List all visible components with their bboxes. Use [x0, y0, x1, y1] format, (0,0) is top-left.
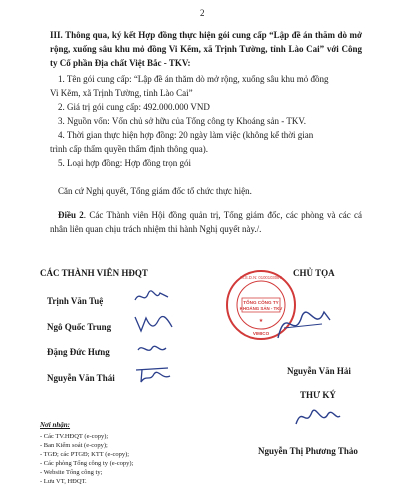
article-2 — [50, 208, 362, 236]
item-3: 3. Nguồn vốn: Vốn chủ sở hữu của Tổng công ty Khoáng sản - TKV. — [58, 116, 306, 126]
chair-title: CHỦ TỌA — [293, 268, 335, 278]
recipient-item: - Website Tổng công ty; — [40, 469, 103, 476]
svg-text:M.S.D.N: 0100103087: M.S.D.N: 0100103087 — [240, 275, 282, 280]
svg-text:TỔNG CÔNG TY: TỔNG CÔNG TY — [243, 300, 279, 305]
recipient-item: - Các TV.HĐQT (e-copy); — [40, 433, 109, 440]
signature-4 — [132, 364, 176, 386]
svg-text:KHOÁNG SẢN - TKV: KHOÁNG SẢN - TKV — [239, 306, 283, 311]
signature-3 — [134, 340, 170, 358]
member-name: Trịnh Văn Tuệ — [47, 296, 104, 306]
recipient-item: - TGĐ; các PTGĐ; KTT (e-copy); — [40, 451, 130, 458]
article-2-label: Điều 2 — [58, 210, 84, 220]
item-1-line-2: Vi Kẽm, xã Trịnh Tường, tỉnh Lào Cai” — [50, 88, 193, 98]
members-title: CÁC THÀNH VIÊN HĐQT — [40, 268, 148, 278]
member-name: Đặng Đức Hưng — [47, 347, 110, 357]
svg-text:VIMICO: VIMICO — [252, 331, 270, 336]
item-2: 2. Giá trị gói cung cấp: 492.000.000 VND — [58, 102, 210, 112]
recipients-title: Nơi nhận: — [40, 421, 71, 429]
article-2-text: . Các Thành viên Hội đồng quản trị, Tổng giám đốc, các phòng và các cá nhân liên quan chịu trách nhiệm thi hành Nghị quyết này./. — [50, 210, 362, 234]
recipient-item: - Lưu VT, HĐQT. — [40, 478, 87, 485]
member-name: Ngô Quốc Trung — [47, 322, 112, 332]
item-5: 5. Loại hợp đồng: Hợp đồng trọn gói — [58, 158, 192, 168]
secretary-signature — [292, 402, 342, 432]
recipient-item: - Ban Kiểm soát (e-copy); — [40, 442, 108, 449]
chair-signature — [272, 298, 334, 350]
chair-name: Nguyễn Văn Hải — [287, 366, 351, 376]
signature-2 — [132, 313, 176, 335]
member-name: Nguyễn Văn Thái — [47, 373, 115, 383]
item-4-line-1: 4. Thời gian thực hiện hợp đồng: 20 ngày làm việc (không kể thời gian — [58, 130, 314, 140]
secretary-name: Nguyễn Thị Phương Thảo — [258, 446, 358, 456]
page-number: 2 — [200, 8, 205, 18]
svg-text:★: ★ — [258, 319, 264, 324]
basis-text: Căn cứ Nghị quyết, Tổng giám đốc tổ chức thực hiện. — [58, 186, 252, 196]
item-4-line-2: trình cấp thẩm quyền thẩm định thông qua). — [50, 144, 208, 154]
section-3-title: III. Thông qua, ký kết Hợp đồng thực hiện gói cung cấp “Lập đề án thăm dò mở rộng, xuống sâu khu mỏ đồng Vi Kẽm, xã Trịnh Tường, tỉnh Lào Cai” với Công ty Cổ phần Địa chất Việt Bắc - TKV: — [50, 30, 362, 68]
recipient-item: - Các phòng Tổng công ty (e-copy); — [40, 460, 134, 467]
signature-1 — [132, 288, 172, 306]
item-1-line-1: 1. Tên gói cung cấp: “Lập đề án thăm dò mở rộng, xuống sâu khu mỏ đồng — [58, 74, 329, 84]
secretary-title: THƯ KÝ — [300, 390, 336, 400]
